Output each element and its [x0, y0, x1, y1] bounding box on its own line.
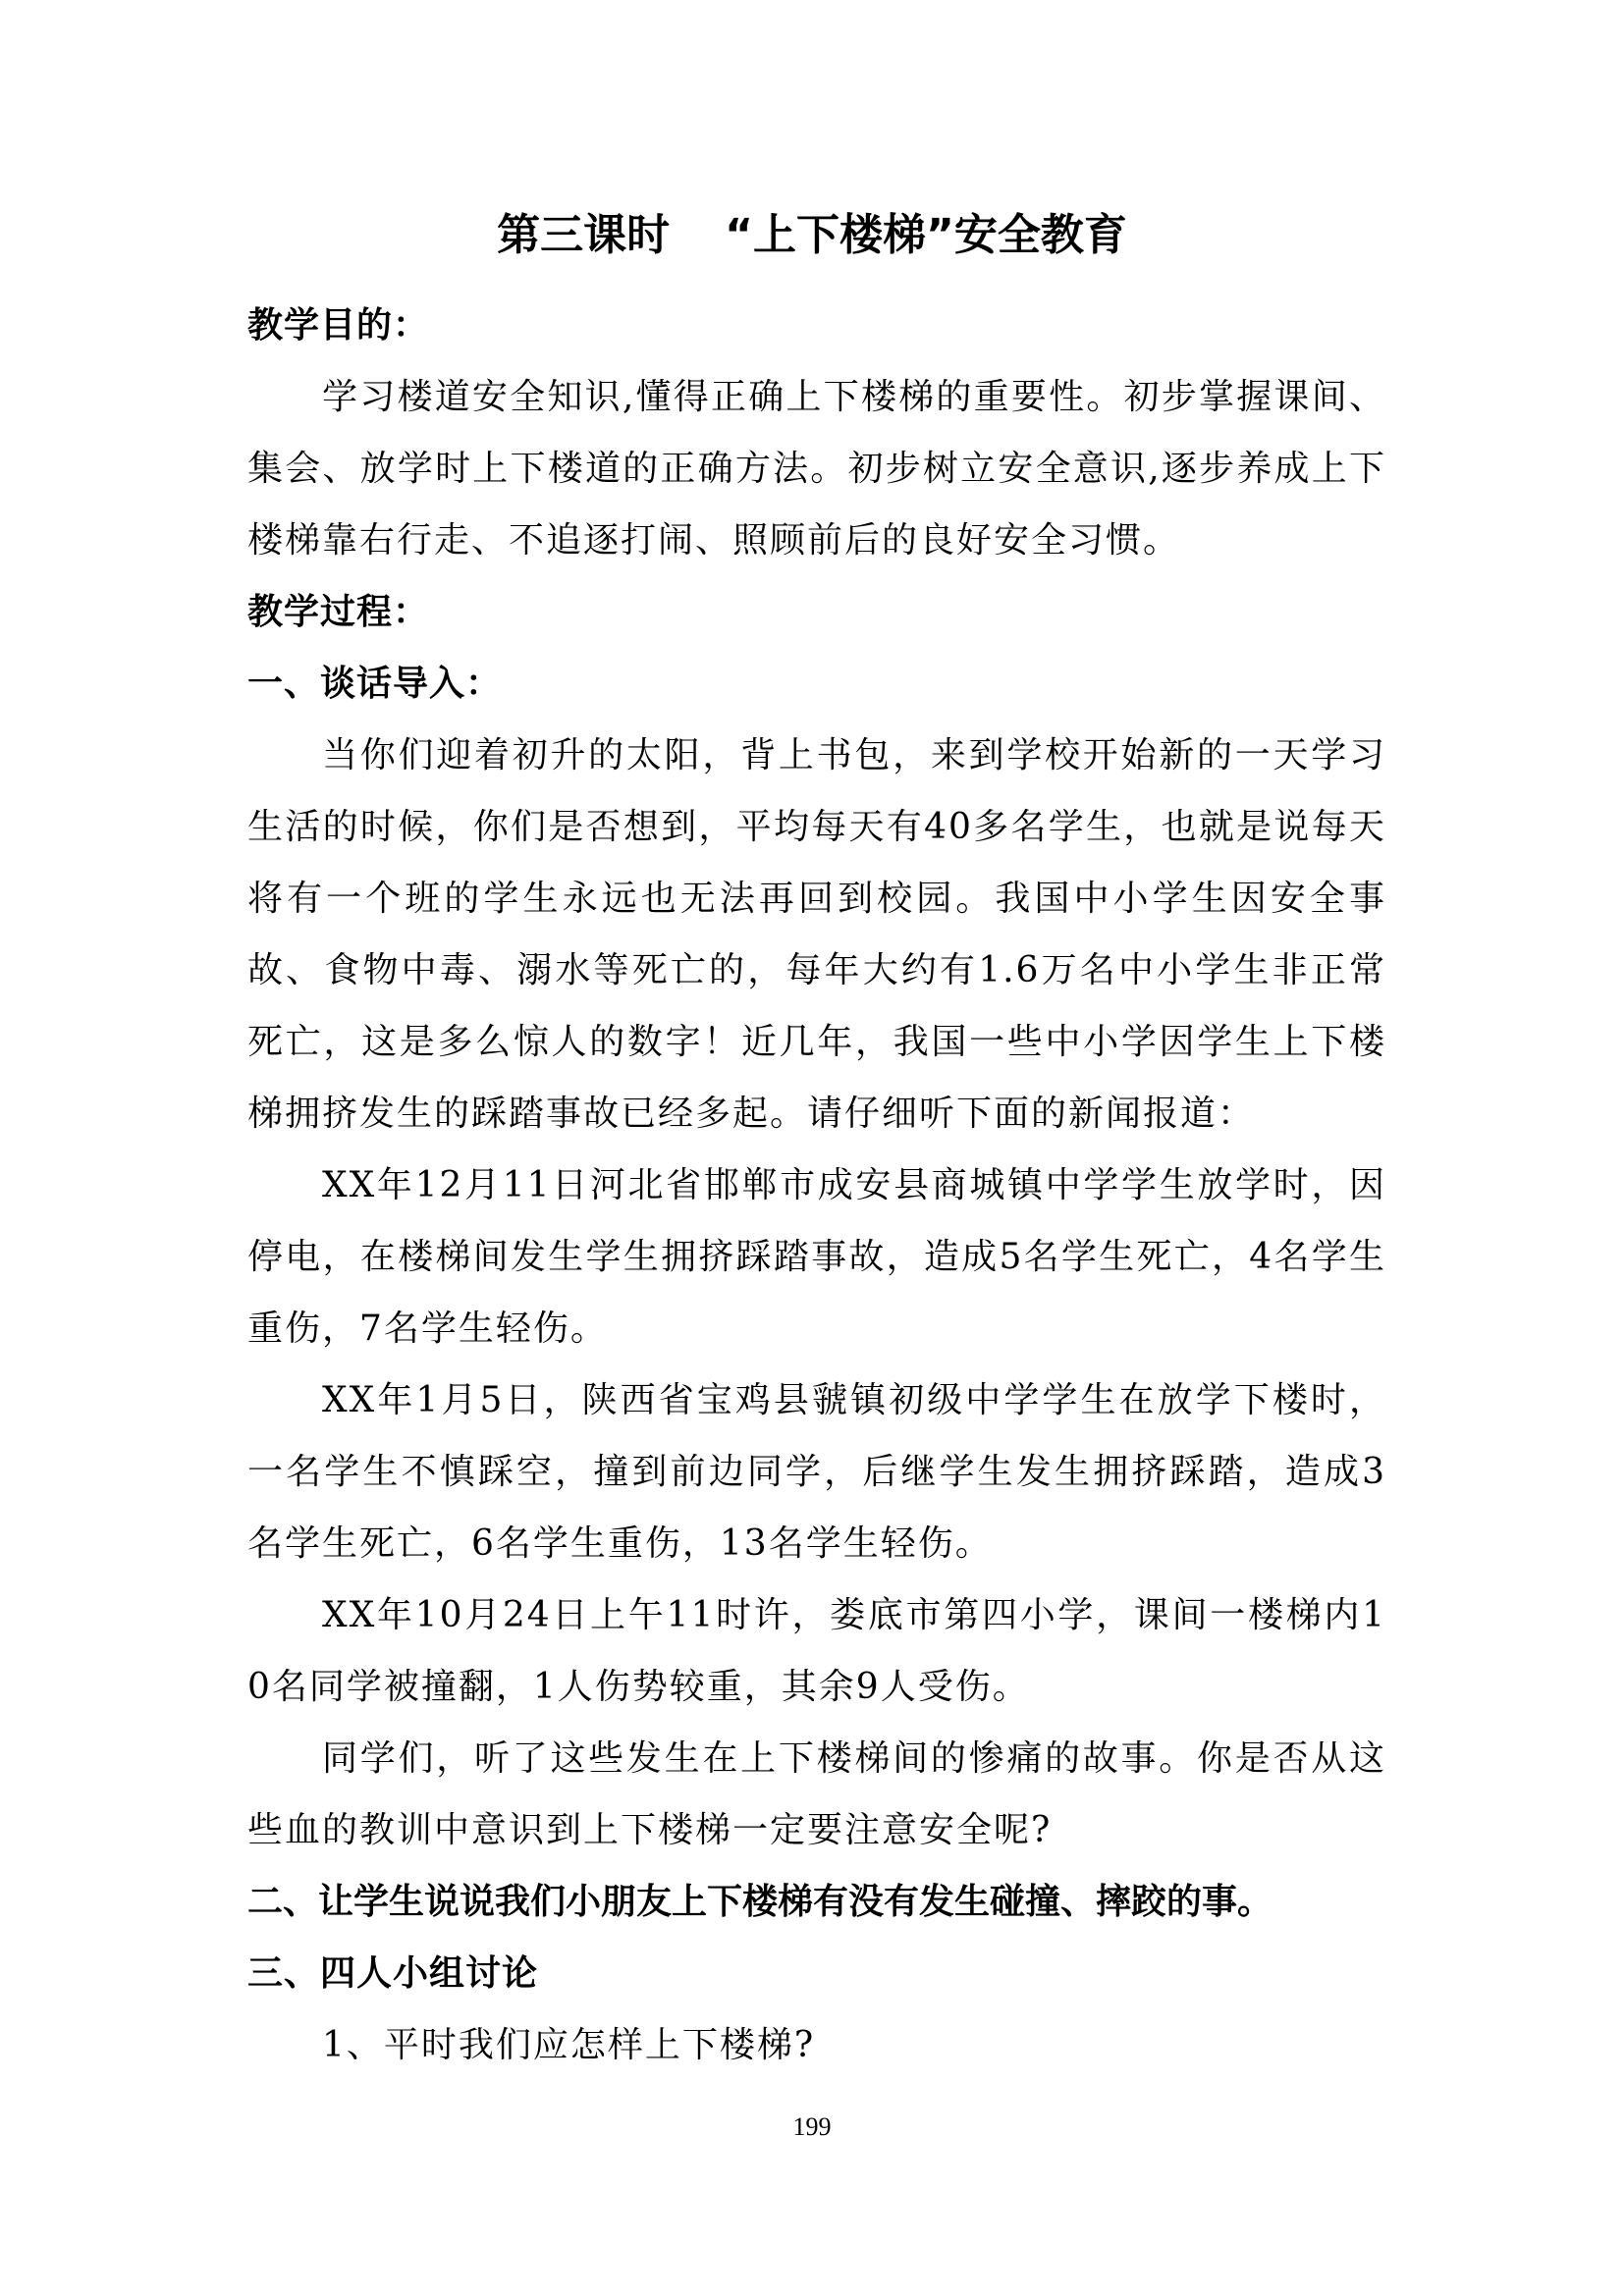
- section-heading-introduction: 一、谈话导入：: [247, 664, 503, 704]
- page-title: [0, 206, 1624, 265]
- paragraph-reflection: 同学们，听了这些发生在上下楼梯间的惨痛的故事。你是否从这些血的教训中意识到上下楼梯一定要注意安全呢?: [247, 1738, 1386, 1850]
- section-heading-objectives: 教学目的：: [247, 305, 430, 346]
- paragraph-objectives: 学习楼道安全知识,懂得正确上下楼梯的重要性。初步掌握课间、集会、放学时上下楼道的正确方法。初步树立安全意识,逐步养成上下楼梯靠右行走、不追逐打闹、照顾前后的良好安全习惯。: [247, 377, 1386, 561]
- section-heading-process: 教学过程：: [247, 592, 430, 632]
- paragraph-news-2: XX年1月5日，陕西省宝鸡县虢镇初级中学学生在放学下楼时，一名学生不慎踩空，撞到前边同学，后继学生发生拥挤踩踏，造成3名学生死亡，6名学生重伤，13名学生轻伤。: [247, 1380, 1386, 1564]
- section-heading-group-discussion: 三、四人小组讨论: [247, 1953, 539, 1994]
- page-number: 199: [792, 2112, 832, 2141]
- title-topic: “上下楼梯”安全教育: [725, 210, 1127, 260]
- title-lesson-number: 第三课时: [497, 210, 671, 260]
- section-heading-discussion: 二、让学生说说我们小朋友上下楼梯有没有发生碰撞、摔跤的事。: [247, 1882, 1273, 1922]
- discussion-question-1: 1、平时我们应怎样上下楼梯?: [322, 2025, 816, 2065]
- document-body: [247, 290, 1386, 2081]
- paragraph-introduction: 当你们迎着初升的太阳，背上书包，来到学校开始新的一天学习生活的时候，你们是否想到，平均每天有40多名学生，也就是说每天将有一个班的学生永远也无法再回到校园。我国中小学生因安全事故、食物中毒、溺水等死亡的，每年大约有1.6万名中小学生非正常死亡，这是多么惊人的数字！近几年，我国一些中小学因学生上下楼梯拥挤发生的踩踏事故已经多起。请仔细听下面的新闻报道：: [247, 735, 1386, 1134]
- paragraph-news-1: XX年12月11日河北省邯郸市成安县商城镇中学学生放学时，因停电，在楼梯间发生学生拥挤踩踏事故，造成5名学生死亡，4名学生重伤，7名学生轻伤。: [247, 1165, 1386, 1349]
- paragraph-news-3: XX年10月24日上午11时许，娄底市第四小学，课间一楼梯内10名同学被撞翻，1人伤势较重，其余9人受伤。: [247, 1595, 1386, 1707]
